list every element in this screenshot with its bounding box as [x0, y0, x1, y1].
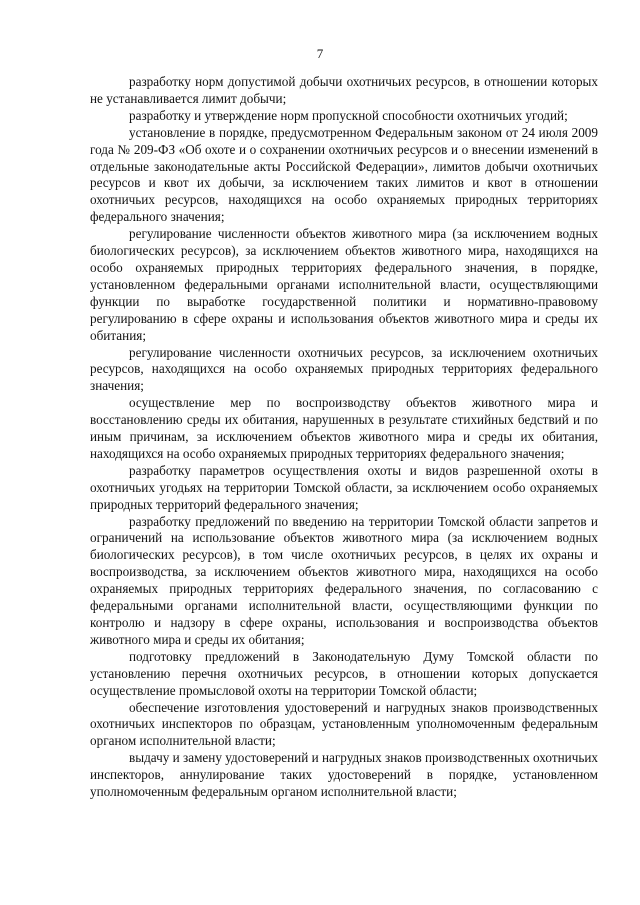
paragraph: разработку норм допустимой добычи охотничьих ресурсов, в отношении которых не устанавливается лимит добычи;: [90, 74, 598, 106]
paragraph: регулирование численности объектов животного мира (за исключением водных биологических ресурсов), за исключением объектов животного мира, находящихся на особо охраняемых природных территориях федерального значения, в порядке, установленном федеральными органами исполнительной власти, осуществляющими функции по выработке государственной политики и нормативно-правовому регулированию в сфере охраны и использования объектов животного мира и среды их обитания;: [90, 226, 598, 343]
paragraph: подготовку предложений в Законодательную Думу Томской области по установлению перечня охотничьих ресурсов, в отношении которых допускается осуществление промысловой охоты на территории Томской области;: [90, 648, 598, 698]
paragraph: выдачу и замену удостоверений и нагрудных знаков производственных охотничьих инспекторов, аннулирование таких удостоверений в порядке, установленном уполномоченным федеральным органом исполнительной власти;: [90, 750, 598, 800]
paragraph: регулирование численности охотничьих ресурсов, за исключением охотничьих ресурсов, находящихся на особо охраняемых природных территориях федерального значения;: [90, 344, 598, 394]
paragraph: обеспечение изготовления удостоверений и нагрудных знаков производственных охотничьих инспекторов по образцам, установленным уполномоченным федеральным органом исполнительной власти;: [90, 699, 598, 749]
paragraph: разработку и утверждение норм пропускной способности охотничьих угодий;: [129, 107, 568, 123]
paragraph: установление в порядке, предусмотренном Федеральным законом от 24 июля 2009 года № 209-ФЗ «Об охоте и о сохранении охотничьих ресурсов и о внесении изменений в отдельные законодательные акты Российской Федерации», лимитов добычи охотничьих ресурсов и квот их добычи, за исключением таких лимитов и квот в отношении охотничьих ресурсов, находящихся на особо охраняемых природных территориях федерального значения;: [90, 124, 598, 225]
paragraph: разработку предложений по введению на территории Томской области запретов и ограничений на использование объектов животного мира (за исключением водных биологических ресурсов), в том числе охотничьих ресурсов, в целях их охраны и воспроизводства, за исключением объектов животного мира, находящихся на особо охраняемых природных территориях федерального значения, по согласованию с федеральными органами исполнительной власти, осуществляющими функции по контролю и надзору в сфере охраны, использования и воспроизводства объектов животного мира и среды их обитания;: [90, 513, 598, 647]
page-number: 7: [316, 46, 324, 61]
paragraph: разработку параметров осуществления охоты и видов разрешенной охоты в охотничьих угодьях на территории Томской области, за исключением особо охраняемых природных территорий федерального значения;: [90, 462, 598, 512]
paragraph: осуществление мер по воспроизводству объектов животного мира и восстановлению среды их обитания, нарушенных в результате стихийных бедствий и по иным причинам, за исключением объектов животного мира и среды их обитания, находящихся на особо охраняемых природных территориях федерального значения;: [90, 395, 598, 461]
document-body: [90, 74, 598, 801]
